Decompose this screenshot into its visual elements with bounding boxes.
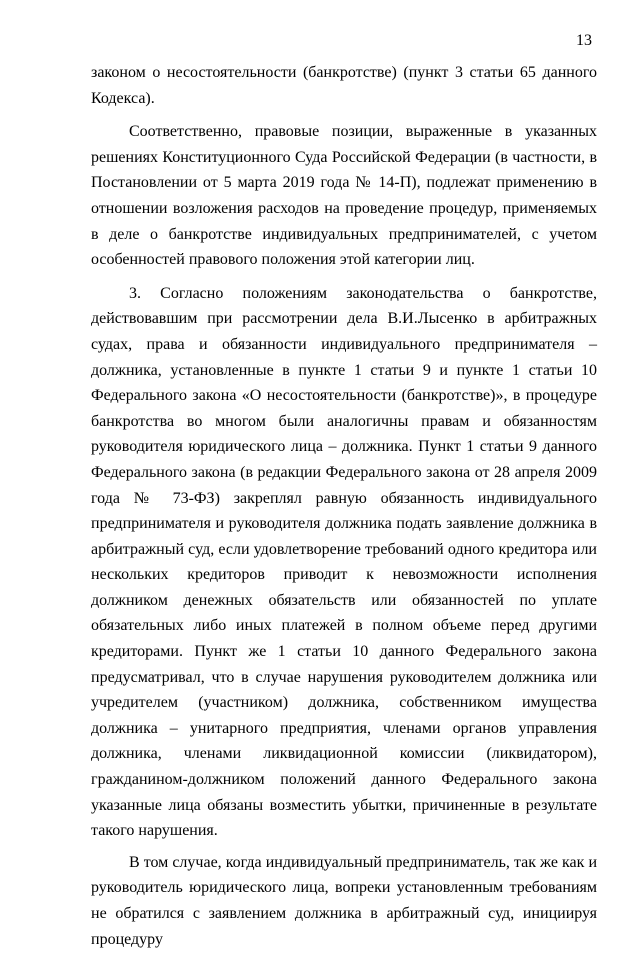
document-body <box>91 60 597 954</box>
paragraph-continuation: законом о несостоятельности (банкротстве) (пункт 3 статьи 65 данного Кодекса). <box>91 64 597 107</box>
paragraph-individual-entrepreneur: В том случае, когда индивидуальный предприниматель, так же как и руководитель юридического лица, вопреки установленным требованиям не обратился с заявлением должника в арбитражный суд, инициируя процедуру <box>91 853 597 948</box>
paragraph-item-3: 3. Согласно положениям законодательства о банкротстве, действовавшим при рассмотрении дела В.И.Лысенко в арбитражных судах, права и обязанности индивидуального предпринимателя – должника, установленные в пункте 1 статьи 9 и пункте 1 статьи 10 Федерального закона «О несостоятельности (банкротстве)», в процедуре банкротства во многом были аналогичны правам и обязанностям руководителя юридического лица – должника. Пункт 1 статьи 9 данного Федерального закона (в редакции Федерального закона от 28 апреля 2009 года № 73-ФЗ) закреплял равную обязанность индивидуального предпринимателя и руководителя должника подать заявление должника в арбитражный суд, если удовлетворение требований одного кредитора или нескольких кредиторов приводит к невозможности исполнения должником денежных обязательств или обязанностей по уплате обязательных либо иных платежей в полном объеме перед другими кредиторами. Пункт же 1 статьи 10 данного Федерального закона предусматривал, что в случае нарушения руководителем должника или учредителем (участником) должника, собственником имущества должника – унитарного предприятия, членами органов управления должника, членами ликвидационной комиссии (ликвидатором), гражданином-должником положений данного Федерального закона указанные лица обязаны возместить убытки, причиненные в результате такого нарушения. <box>91 284 597 840</box>
paragraph-legal-positions: Соответственно, правовые позиции, выраженные в указанных решениях Конституционного Суда Российской Федерации (в частности, в Постановлении от 5 марта 2019 года № 14-П), подлежат применению в отношении возложения расходов на проведение процедур, применяемых в деле о банкротстве индивидуальных предпринимателей, с учетом особенностей правового положения этой категории лиц. <box>91 123 597 269</box>
page-number: 13 <box>576 32 592 49</box>
